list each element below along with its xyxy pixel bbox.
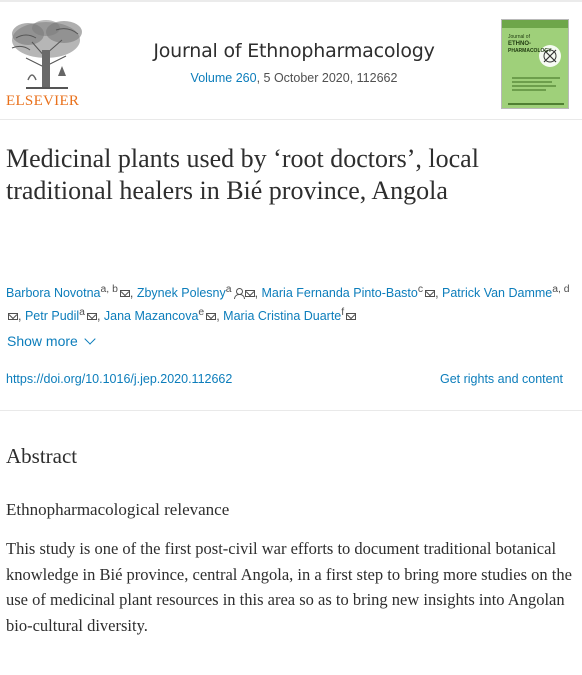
author-name-link[interactable]: Barbora Novotna — [6, 286, 101, 301]
author-item — [25, 309, 97, 323]
author-item — [6, 286, 130, 300]
issue-details: , 5 October 2020, 112662 — [256, 71, 398, 85]
section-divider — [0, 410, 582, 411]
journal-title-link[interactable]: Journal of Ethnopharmacology — [153, 40, 435, 62]
author-item — [137, 286, 255, 300]
author-affiliation[interactable]: f — [341, 307, 345, 319]
chevron-down-icon — [84, 333, 95, 344]
author-affiliation[interactable]: a — [79, 307, 85, 319]
cover-title-line-2: ETHNO- — [508, 41, 531, 47]
author-name-link[interactable]: Maria Cristina Duarte — [223, 309, 342, 324]
author-affiliation[interactable]: a, d — [552, 284, 570, 295]
journal-issue-info — [100, 71, 488, 85]
author-name-link[interactable]: Maria Fernanda Pinto-Basto — [261, 286, 418, 301]
cover-title-line-3: PHARMACOLOGY — [508, 48, 552, 54]
envelope-icon[interactable] — [346, 313, 356, 320]
abstract-subheading: Ethnopharmacological relevance — [6, 500, 230, 519]
author-item — [104, 309, 216, 323]
article-header — [0, 0, 582, 120]
show-more-button[interactable] — [7, 333, 94, 349]
envelope-icon[interactable] — [245, 290, 255, 297]
author-affiliation[interactable]: a — [225, 284, 232, 295]
rights-link[interactable]: Get rights and content — [440, 372, 563, 386]
envelope-icon[interactable] — [425, 290, 435, 297]
abstract-text: This study is one of the first post-civil war efforts to document traditional botanical knowledge in Bié province, central Angola, in a first step to bring more studies on the use of medicinal plant resources in this area so as to bring new insights into Angolan bio-cultural diversity. — [6, 539, 572, 635]
author-affiliation[interactable]: e — [198, 307, 205, 319]
person-icon[interactable] — [234, 288, 243, 298]
author-item — [223, 309, 356, 323]
journal-block — [100, 40, 488, 85]
author-affiliation[interactable]: a, b — [100, 284, 118, 295]
author-name-link[interactable]: Petr Pudil — [24, 309, 80, 324]
cover-illustration — [502, 20, 569, 109]
author-affiliation[interactable]: c — [417, 284, 424, 295]
envelope-icon[interactable] — [8, 313, 18, 320]
tree-icon — [6, 18, 88, 92]
volume-link[interactable]: Volume 260 — [190, 71, 257, 85]
author-name-link[interactable]: Jana Mazancova — [103, 309, 199, 324]
author-name-link[interactable]: Zbynek Polesny — [136, 286, 226, 301]
envelope-icon[interactable] — [206, 313, 216, 320]
journal-cover-image[interactable] — [501, 19, 569, 109]
envelope-icon[interactable] — [87, 313, 97, 320]
author-name-link[interactable]: Patrick Van Damme — [442, 286, 553, 301]
show-more-label: Show more — [7, 333, 78, 349]
author-list: Barbora Novotna$^{a, b}$ , Zbynek Polesny$^a$ , Maria Fernanda Pinto-Basto$^c$ , Patrick Van Damme$^{a, d}$, Petr Pudil$^a$ , Jana Mazancova$^e$ , Maria Cristina Duarte$^f$ — [6, 284, 570, 324]
envelope-icon[interactable] — [120, 290, 130, 297]
publisher-name: ELSEVIER — [6, 93, 80, 109]
doi-link[interactable]: https://doi.org/10.1016/j.jep.2020.112662 — [6, 372, 233, 386]
author-item — [262, 286, 436, 300]
abstract-heading: Abstract — [6, 444, 78, 468]
article-title: Medicinal plants used by ‘root doctors’, local traditional healers in Bié province, Angola — [6, 144, 479, 205]
cover-title-line-1: Journal of — [508, 34, 530, 40]
